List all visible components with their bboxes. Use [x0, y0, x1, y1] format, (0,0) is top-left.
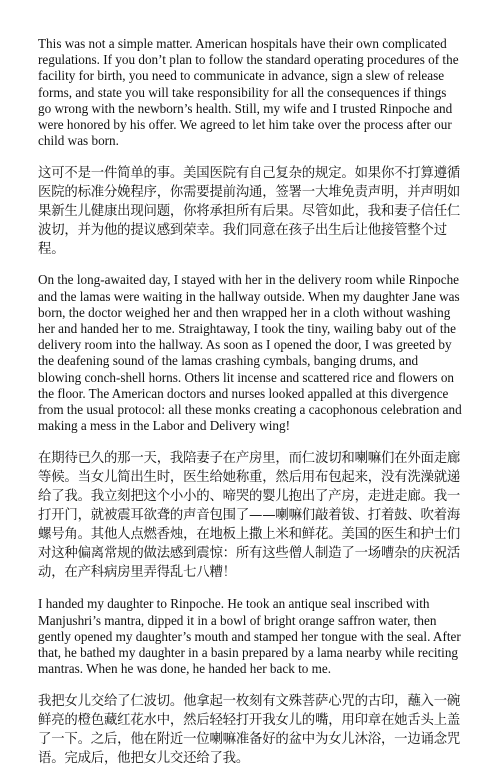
- paragraph-english-3: I handed my daughter to Rinpoche. He took an antique seal inscribed with Manjushri’s mantra, dipped it in a bowl of bright orange saffron water, then gently opened my daughter’s mouth and stamped her tongue with the seal. After that, he bathed my daughter in a basin prepared by a lama nearby while reciting mantras. When he was done, he handed her back to me.: [38, 596, 461, 677]
- paragraph-chinese-3: 我把女儿交给了仁波切。他拿起一枚刻有文殊菩萨心咒的古印，蘸入一碗鲜亮的橙色藏红花水中，然后轻轻打开我女儿的嘴，用印章在她舌头上盖了一下。之后，他在附近一位喇嘛准备好的盆中为女儿沐浴，一边诵念咒语。完成后，他把女儿交还给了我。: [38, 694, 461, 767]
- paragraph-chinese-2: 在期待已久的那一天，我陪妻子在产房里，而仁波切和喇嘛们在外面走廊等候。当女儿简出生时，医生给她称重，然后用布包起来，没有洗澡就递给了我。我立刻把这个小小的、啼哭的婴儿抱出了产房，走进走廊。我一打开门，就被震耳欲聋的声音包围了——喇嘛们敲着钹、打着鼓、吹着海螺号角。其他人点燃香烛，在地板上撒上米和鲜花。美国的医生和护士们对这种偏离常规的做法感到震惊：所有这些僧人制造了一场嘈杂的庆祝活动，在产科病房里弄得乱七八糟！: [38, 451, 461, 581]
- paragraph-english-2: On the long-awaited day, I stayed with her in the delivery room while Rinpoche and the lamas were waiting in the hallway outside. When my daughter Jane was born, the doctor weighed her and then wrapped her in a cloth without washing her and handed her to me. Straightaway, I took the tiny, wailing baby out of the delivery room into the hallway. As soon as I opened the door, I was greeted by the deafening sound of the lamas crashing cymbals, banging drums, and blowing conch-shell horns. Others lit incense and scattered rice and flowers on the floor. The American doctors and nurses looked appalled at this divergence from the usual protocol: all these monks creating a cacophonous celebration and making a mess in the Labor and Delivery wing!: [38, 272, 462, 434]
- paragraph-chinese-1: 这可不是一件简单的事。美国医院有自己复杂的规定。如果你不打算遵循医院的标准分娩程序，你需要提前沟通，签署一大堆免责声明，并声明如果新生儿健康出现问题，你将承担所有后果。尽管如此，我和妻子信任仁波切，并为他的提议感到荣幸。我们同意在孩子出生后让他接管整个过程。: [38, 166, 461, 258]
- paragraph-english-1: This was not a simple matter. American hospitals have their own complicated regulations. If you don’t plan to follow the standard operating procedures of the facility for birth, you need to communicate in advance, sign a slew of release forms, and state you will take responsibility for all the consequences if things go wrong with the newborn’s health. Still, my wife and I trusted Rinpoche and were honored by his offer. We agreed to let him take over the process after our child was born.: [38, 36, 459, 149]
